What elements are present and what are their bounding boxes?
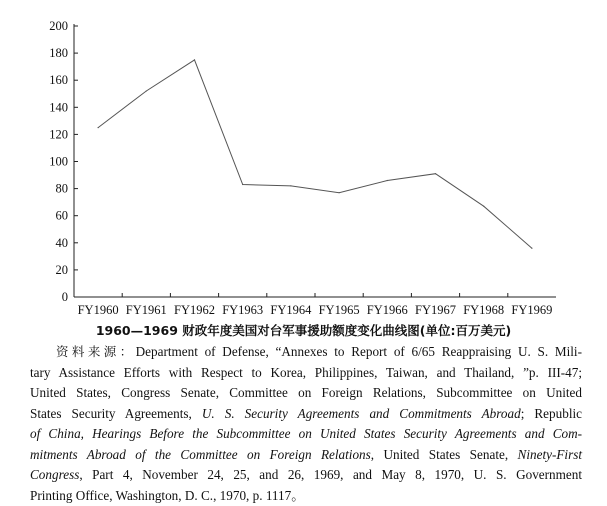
data-point	[531, 248, 532, 249]
source-line-3: United States, Congress Senate, Committee on Foreign Relations, Subcommittee on United	[30, 383, 582, 404]
x-tick-label: FY1968	[463, 303, 504, 317]
data-point	[387, 180, 388, 181]
y-tick-label: 140	[49, 100, 68, 114]
source-text: Department of Defense, “Annexes to Report of 6/65 Reappraising U. S. Mili-	[136, 344, 582, 359]
x-tick-label: FY1965	[319, 303, 360, 317]
data-point	[339, 192, 340, 193]
source-line-2: tary Assistance Efforts with Respect to Korea, Philippines, Taiwan, and Thailand, ”p. III-47;	[30, 363, 582, 384]
x-tick-label: FY1969	[511, 303, 552, 317]
data-point	[483, 206, 484, 207]
y-tick-label: 60	[56, 209, 69, 223]
y-tick-label: 0	[62, 290, 68, 304]
source-title-italic: of China	[30, 426, 81, 441]
data-point	[146, 90, 147, 91]
x-tick-label: FY1966	[367, 303, 408, 317]
y-tick-label: 100	[49, 155, 68, 169]
chart-title: 1960—1969 财政年度美国对台军事援助额度变化曲线图(单位:百万美元)	[0, 321, 607, 339]
series-line	[98, 60, 532, 248]
source-title-italic: Congress	[30, 467, 79, 482]
x-tick-label: FY1960	[78, 303, 119, 317]
x-tick-label: FY1967	[415, 303, 456, 317]
data-point	[435, 173, 436, 174]
x-tick-label: FY1962	[174, 303, 215, 317]
chart-axes	[74, 24, 556, 297]
source-line-1	[30, 342, 582, 363]
x-tick-label: FY1963	[222, 303, 263, 317]
source-line-5	[30, 424, 582, 445]
source-title-italic: Ninety-First	[518, 447, 582, 462]
source-text: States Security Agreements,	[30, 406, 192, 421]
source-title-italic: U. S. Security Agreements and Commitments Abroad	[202, 406, 521, 421]
source-line-4	[30, 404, 582, 425]
source-label: 资料来源：	[56, 344, 136, 359]
source-line-7	[30, 465, 582, 486]
data-point	[194, 59, 195, 60]
source-line-6	[30, 445, 582, 466]
x-tick-label: FY1961	[126, 303, 167, 317]
data-point	[290, 185, 291, 186]
source-text: , Part 4, November 24, 25, and 26, 1969, and May 8, 1970, U. S. Government	[79, 467, 582, 482]
source-text: ; Republic	[521, 406, 582, 421]
data-point	[242, 184, 243, 185]
source-line-8: Printing Office, Washington, D. C., 1970, p. 1117。	[30, 486, 582, 506]
source-title-italic: , Hearings Before the Subcommittee on United States Security Agreements and Com-	[81, 426, 582, 441]
y-tick-label: 40	[56, 236, 69, 250]
y-tick-label: 160	[49, 73, 68, 87]
data-point	[98, 127, 99, 128]
source-title-italic: mitments Abroad of the Committee on Foreign Relations	[30, 447, 371, 462]
y-tick-label: 20	[56, 263, 69, 277]
y-tick-label: 180	[49, 46, 68, 60]
y-tick-label: 80	[56, 182, 69, 196]
y-tick-label: 200	[49, 19, 68, 33]
source-text: , United States Senate,	[371, 447, 508, 462]
data-series	[98, 59, 533, 249]
y-tick-label: 120	[49, 127, 68, 141]
source-note	[30, 342, 582, 506]
x-tick-label: FY1964	[270, 303, 312, 317]
